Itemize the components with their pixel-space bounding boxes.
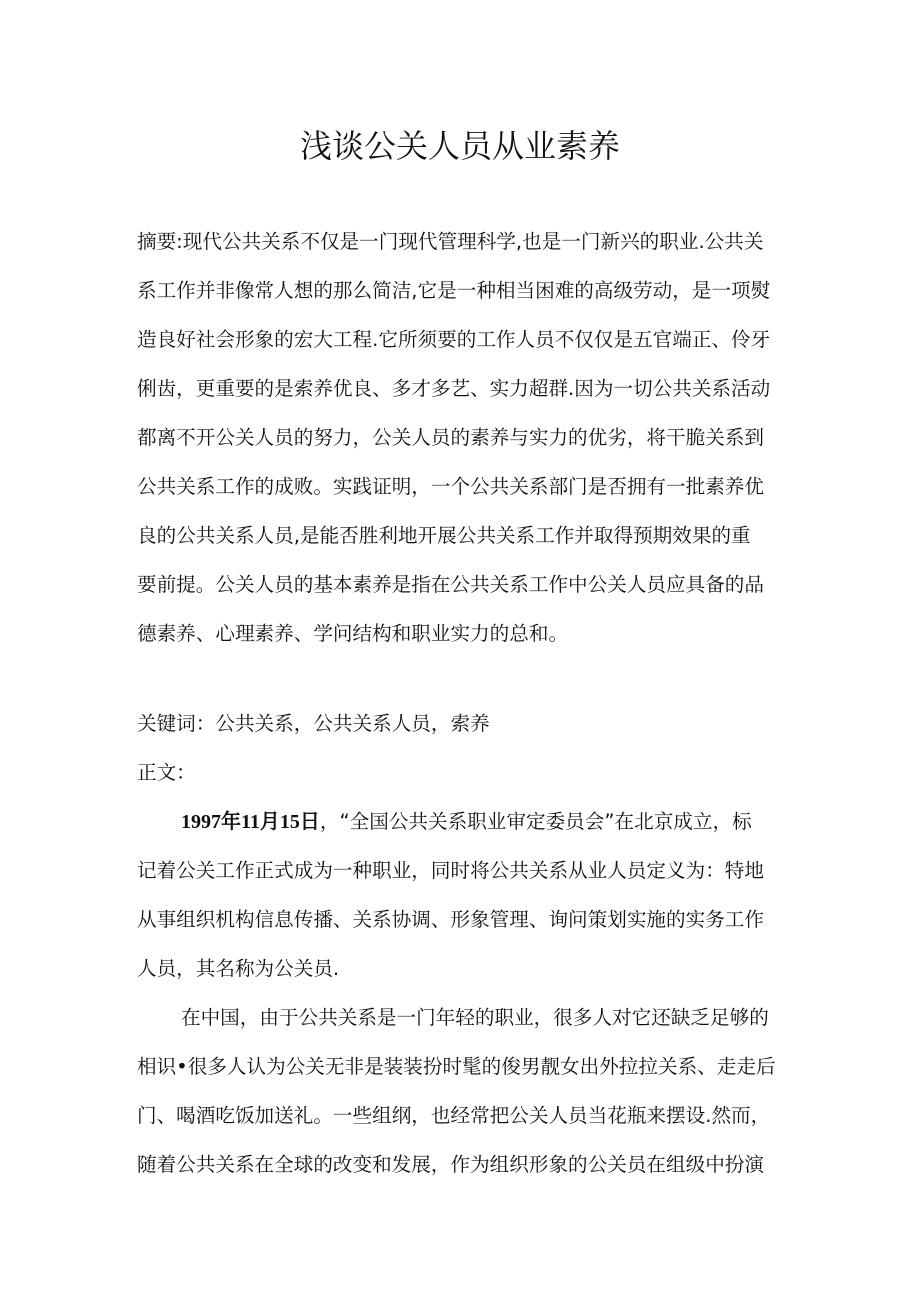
abstract-line: 都离不开公关人员的努力，公关人员的素养与实力的优劣，将干脆关系到: [137, 426, 764, 449]
keywords-line: 关键词：公共关系，公共关系人员，索养: [137, 712, 490, 735]
abstract-line: 德素养、心理素养、学问结构和职业实力的总和。: [137, 622, 569, 645]
paragraph1-date: 1997年11月15日: [181, 811, 320, 833]
paragraph2-line: 相识•很多人认为公关无非是装装扮时髦的俊男靓女出外拉拉关系、走走后: [137, 1055, 776, 1078]
paragraph2-line: 门、喝酒吃饭加送礼。一些组纲，也经常把公关人员当花瓶来摆设.然而，: [137, 1104, 771, 1127]
paragraph1-line: 记着公关工作正式成为一种职业，同时将公共关系从业人员定义为：特地: [137, 859, 764, 882]
paragraph1-line: 人员，其名称为公关员.: [137, 957, 340, 980]
abstract-line: 摘要:现代公共关系不仅是一门现代管理科学,也是一门新兴的职业.公共关: [137, 230, 764, 253]
paragraph1-first-line: [181, 808, 841, 836]
abstract-line: 公共关系工作的成败。实践证明，一个公共关系部门是否拥有一批素养优: [137, 475, 764, 498]
paragraph1-line-text: ，“全国公共关系职业审定委员会”在北京成立，标: [319, 810, 752, 833]
abstract-line: 系工作并非像常人想的那么简洁,它是一种相当困难的高级劳动，是一项熨: [137, 279, 771, 302]
abstract-line: 要前提。公关人员的基本素养是指在公共关系工作中公关人员应具备的品: [137, 573, 764, 596]
abstract-line: 良的公共关系人员,是能否胜利地开展公共关系工作并取得预期效果的重: [137, 524, 751, 547]
paragraph2-line: 在中国，由于公共关系是一门年轻的职业，很多人对它还缺乏足够的: [181, 1006, 769, 1029]
abstract-line: 造良好社会形象的宏大工程.它所须要的工作人员不仅仅是五官端正、伶牙: [137, 328, 771, 351]
document-title: 浅谈公关人员从业素养: [299, 127, 620, 165]
paragraph1-line: 从事组织机构信息传播、关系协调、形象管理、询问策划实施的实务工作: [137, 908, 764, 931]
abstract-line: 俐齿，更重要的是索养优良、多才多艺、实力超群.因为一切公共关系活动: [137, 377, 771, 400]
paragraph2-line: 随着公共关系在全球的改变和发展，作为组织形象的公关员在组级中扮演: [137, 1153, 764, 1176]
body-heading: 正文：: [137, 761, 196, 784]
